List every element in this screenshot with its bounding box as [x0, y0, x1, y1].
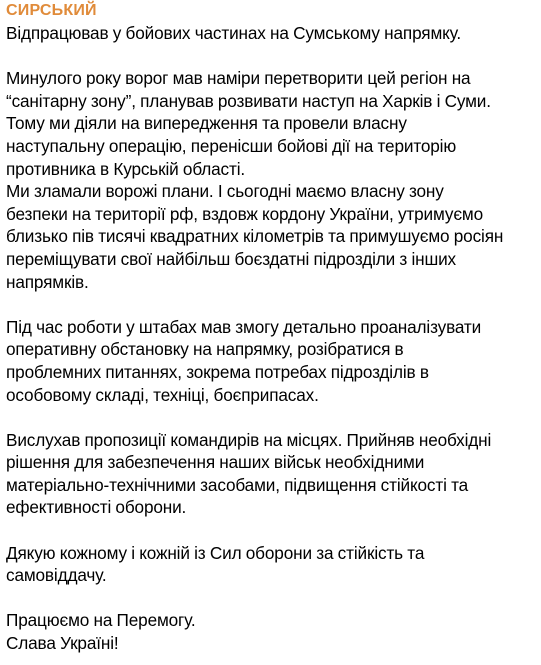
- message-line: Минулого року ворог мав наміри перетворити цей регіон на: [6, 68, 471, 89]
- message-line: оперативну обстановку на напрямку, розібратися в: [6, 339, 404, 360]
- message-text: [6, 22, 541, 655]
- sender-name[interactable]: СИРСЬКИЙ: [6, 2, 97, 19]
- message-line: противника в Курській області.: [6, 158, 245, 179]
- paragraph-gap: [6, 406, 541, 429]
- paragraph-gap: [6, 587, 541, 610]
- message-line: Під час роботи у штабах мав змогу детально проаналізувати: [6, 316, 482, 337]
- paragraph-gap: [6, 293, 541, 316]
- message-line: Відпрацював у бойових частинах на Сумському напрямку.: [6, 23, 462, 43]
- message-line: Слава Україні!: [6, 633, 119, 654]
- message-line: “санітарну зону”, планував розвивати наступ на Харків і Суми.: [6, 90, 491, 111]
- message-line: Працюємо на Перемогу.: [6, 610, 196, 631]
- message-line: самовіддачу.: [6, 565, 107, 586]
- message-line: Дякую кожному і кожній із Сил оборони за стійкість та: [6, 542, 425, 563]
- message-line: проблемних питаннях, зокрема потребах підрозділів в: [6, 361, 429, 382]
- message-line: напрямків.: [6, 271, 89, 292]
- message-line: особовому складі, техніці, боєприпасах.: [6, 384, 319, 405]
- message-line: наступальну операцію, перенісши бойові дії на територію: [6, 135, 457, 156]
- paragraph-gap: [6, 45, 541, 68]
- message-line: безпеки на території рф, вздовж кордону України, утримуємо: [6, 203, 484, 224]
- message-line: Тому ми діяли на випередження та провели власну: [6, 113, 407, 134]
- message-line: матеріально-технічними засобами, підвищення стійкості та: [6, 474, 469, 495]
- message-line: Ми зламали ворожі плани. І сьогодні маємо власну зону: [6, 181, 444, 202]
- message-line: Вислухав пропозиції командирів на місцях. Прийняв необхідні: [6, 429, 492, 450]
- paragraph-gap: [6, 519, 541, 542]
- message-line: близько пів тисячі квадратних кілометрів та примушуємо росіян: [6, 226, 504, 247]
- message-line: ефективності оборони.: [6, 497, 187, 518]
- message-line: рішення для забезпечення наших військ необхідними: [6, 452, 425, 473]
- message-line: переміщувати свої найбільш боєздатні підрозділи з інших: [6, 248, 456, 269]
